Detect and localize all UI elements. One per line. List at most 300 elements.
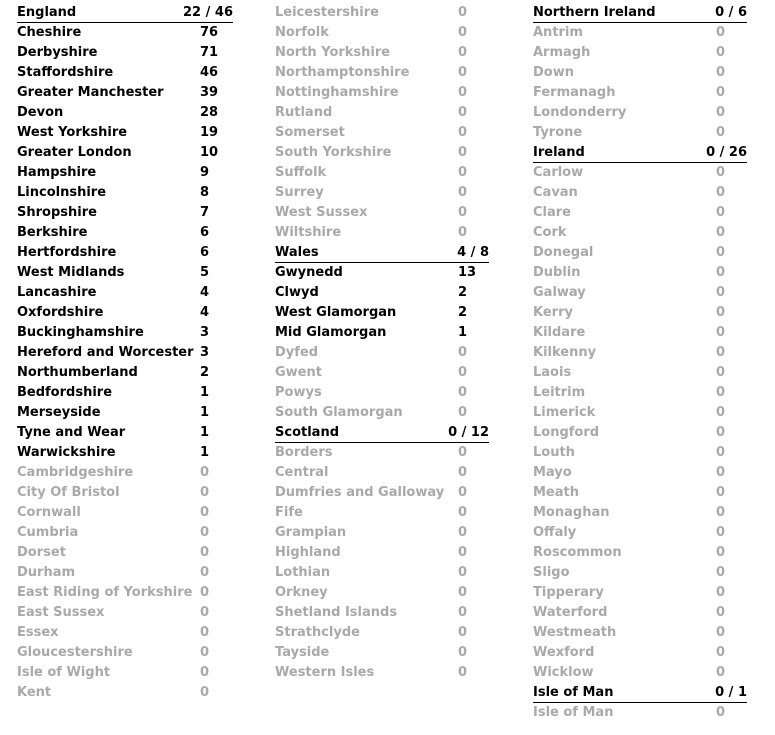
- region-name: Mid Glamorgan: [275, 325, 387, 340]
- region-row: [533, 703, 747, 723]
- region-row: [17, 583, 233, 603]
- region-count: 0: [458, 65, 468, 80]
- region-row: [17, 623, 233, 643]
- region-count: 0: [716, 85, 726, 100]
- region-count: 0: [200, 605, 210, 620]
- region-row: [533, 243, 747, 263]
- region-name: Louth: [533, 445, 575, 460]
- region-name: Wicklow: [533, 665, 594, 680]
- region-count: 0: [458, 85, 468, 100]
- section-header-scotland: [275, 423, 489, 443]
- region-row: [533, 203, 747, 223]
- region-count: 0: [458, 25, 468, 40]
- region-count: 19: [200, 125, 219, 140]
- region-count: 0: [716, 25, 726, 40]
- region-name: Derbyshire: [17, 45, 98, 60]
- region-count: 0: [458, 665, 468, 680]
- region-count: 0: [458, 625, 468, 640]
- region-name: Hampshire: [17, 165, 97, 180]
- region-name: Clwyd: [275, 285, 319, 300]
- region-row: [533, 103, 747, 123]
- region-row: [533, 43, 747, 63]
- region-name: Carlow: [533, 165, 584, 180]
- region-name: Limerick: [533, 405, 596, 420]
- region-row: [533, 63, 747, 83]
- section-title: England: [17, 5, 77, 20]
- region-count: 0: [716, 485, 726, 500]
- region-name: Offaly: [533, 525, 577, 540]
- region-row: [275, 83, 489, 103]
- region-count: 0: [716, 585, 726, 600]
- region-name: Waterford: [533, 605, 608, 620]
- section-header-england: [17, 3, 233, 23]
- region-count: 2: [458, 285, 468, 300]
- region-count: 0: [716, 325, 726, 340]
- region-count: 0: [458, 225, 468, 240]
- region-row: [17, 263, 233, 283]
- region-name: City Of Bristol: [17, 485, 120, 500]
- region-row: [17, 403, 233, 423]
- region-name: Fife: [275, 505, 303, 520]
- region-name: Lothian: [275, 565, 331, 580]
- region-count: 0: [200, 545, 210, 560]
- region-name: West Glamorgan: [275, 305, 397, 320]
- region-name: Isle of Wight: [17, 665, 111, 680]
- region-row: [275, 323, 489, 343]
- region-row: [275, 363, 489, 383]
- region-name: Mayo: [533, 465, 572, 480]
- region-row: [17, 103, 233, 123]
- region-name: Gloucestershire: [17, 645, 133, 660]
- region-row: [275, 583, 489, 603]
- region-count: 0: [458, 545, 468, 560]
- region-row: [533, 23, 747, 43]
- region-count: 0: [200, 465, 210, 480]
- region-row: [275, 263, 489, 283]
- region-row: [275, 223, 489, 243]
- region-name: West Sussex: [275, 205, 368, 220]
- section-title: Northern Ireland: [533, 5, 656, 20]
- region-row: [533, 183, 747, 203]
- region-name: Strathclyde: [275, 625, 360, 640]
- region-row: [275, 383, 489, 403]
- region-name: Greater London: [17, 145, 132, 160]
- region-count: 0: [716, 225, 726, 240]
- region-count: 3: [200, 345, 210, 360]
- region-count: 9: [200, 165, 210, 180]
- region-count: 6: [200, 245, 210, 260]
- region-name: Gwynedd: [275, 265, 343, 280]
- region-row: [17, 643, 233, 663]
- region-row: [533, 423, 747, 443]
- region-count: 0: [716, 605, 726, 620]
- region-row: [533, 223, 747, 243]
- region-row: [17, 43, 233, 63]
- section-total: 0 / 26: [706, 145, 747, 160]
- region-count: 0: [716, 385, 726, 400]
- region-row: [17, 463, 233, 483]
- region-row: [17, 303, 233, 323]
- region-row: [533, 443, 747, 463]
- region-row: [275, 283, 489, 303]
- region-name: Dyfed: [275, 345, 319, 360]
- region-row: [275, 643, 489, 663]
- region-row: [275, 463, 489, 483]
- region-row: [533, 663, 747, 683]
- region-name: Northumberland: [17, 365, 138, 380]
- region-row: [17, 143, 233, 163]
- region-row: [17, 23, 233, 43]
- region-name: West Midlands: [17, 265, 125, 280]
- region-name: Cork: [533, 225, 567, 240]
- region-count: 0: [200, 685, 210, 700]
- region-count: 0: [200, 485, 210, 500]
- region-name: Longford: [533, 425, 600, 440]
- section-title: Isle of Man: [533, 685, 614, 700]
- region-row: [533, 263, 747, 283]
- region-row: [533, 523, 747, 543]
- region-count: 0: [458, 485, 468, 500]
- region-name: Devon: [17, 105, 64, 120]
- region-row: [275, 183, 489, 203]
- region-name: Tyne and Wear: [17, 425, 126, 440]
- region-count: 0: [458, 565, 468, 580]
- region-count: 0: [716, 425, 726, 440]
- region-count: 0: [716, 565, 726, 580]
- region-name: Tayside: [275, 645, 330, 660]
- region-name: Powys: [275, 385, 322, 400]
- region-row: [533, 603, 747, 623]
- region-count: 0: [200, 665, 210, 680]
- region-name: Galway: [533, 285, 586, 300]
- region-row: [17, 163, 233, 183]
- region-count: 0: [458, 605, 468, 620]
- region-count: 1: [200, 425, 210, 440]
- region-name: Tipperary: [533, 585, 604, 600]
- region-row: [275, 603, 489, 623]
- region-name: Dublin: [533, 265, 581, 280]
- section-header-wales: [275, 243, 489, 263]
- region-row: [275, 123, 489, 143]
- region-name: Wexford: [533, 645, 595, 660]
- column-3: [533, 3, 747, 723]
- column-1: [17, 3, 233, 703]
- region-count: 0: [716, 205, 726, 220]
- region-name: Laois: [533, 365, 572, 380]
- region-count: 0: [458, 505, 468, 520]
- region-row: [275, 523, 489, 543]
- region-count: 0: [458, 645, 468, 660]
- region-row: [17, 123, 233, 143]
- region-name: Lincolnshire: [17, 185, 107, 200]
- region-count: 6: [200, 225, 210, 240]
- region-count: 0: [716, 165, 726, 180]
- region-name: Isle of Man: [533, 705, 614, 720]
- region-row: [275, 303, 489, 323]
- region-count: 0: [458, 145, 468, 160]
- region-count: 0: [200, 505, 210, 520]
- region-count: 1: [200, 405, 210, 420]
- region-name: Norfolk: [275, 25, 329, 40]
- region-name: Hertfordshire: [17, 245, 117, 260]
- region-row: [275, 63, 489, 83]
- region-count: 0: [716, 105, 726, 120]
- region-row: [275, 343, 489, 363]
- region-name: Shropshire: [17, 205, 97, 220]
- region-count: 0: [458, 405, 468, 420]
- region-name: Westmeath: [533, 625, 617, 640]
- region-row: [275, 143, 489, 163]
- region-name: Dumfries and Galloway: [275, 485, 445, 500]
- region-name: Suffolk: [275, 165, 327, 180]
- region-count: 3: [200, 325, 210, 340]
- region-row: [533, 623, 747, 643]
- region-row: [275, 23, 489, 43]
- region-count: 0: [458, 445, 468, 460]
- region-count: 46: [200, 65, 219, 80]
- region-count: 4: [200, 305, 210, 320]
- region-name: Orkney: [275, 585, 328, 600]
- region-name: Leitrim: [533, 385, 586, 400]
- region-row: [533, 303, 747, 323]
- region-count: 0: [458, 525, 468, 540]
- region-name: Wiltshire: [275, 225, 342, 240]
- region-count: 0: [716, 665, 726, 680]
- region-name: East Riding of Yorkshire: [17, 585, 193, 600]
- region-name: Rutland: [275, 105, 333, 120]
- region-row: [275, 3, 489, 23]
- region-row: [17, 603, 233, 623]
- section-header-ireland: [533, 143, 747, 163]
- region-count: 0: [458, 585, 468, 600]
- region-name: Roscommon: [533, 545, 622, 560]
- region-name: West Yorkshire: [17, 125, 128, 140]
- region-count: 28: [200, 105, 219, 120]
- region-count: 0: [716, 445, 726, 460]
- region-row: [17, 83, 233, 103]
- region-name: Leicestershire: [275, 5, 379, 20]
- region-count: 0: [716, 465, 726, 480]
- region-name: Cheshire: [17, 25, 82, 40]
- region-name: Oxfordshire: [17, 305, 104, 320]
- region-name: Western Isles: [275, 665, 375, 680]
- region-count: 0: [458, 45, 468, 60]
- region-name: Borders: [275, 445, 333, 460]
- region-name: Fermanagh: [533, 85, 616, 100]
- region-name: Donegal: [533, 245, 594, 260]
- region-row: [17, 443, 233, 463]
- region-count: 0: [716, 125, 726, 140]
- region-count: 0: [200, 645, 210, 660]
- region-name: Buckinghamshire: [17, 325, 144, 340]
- region-name: Staffordshire: [17, 65, 114, 80]
- region-row: [275, 483, 489, 503]
- region-count: 0: [716, 625, 726, 640]
- region-name: Clare: [533, 205, 571, 220]
- region-name: Kerry: [533, 305, 573, 320]
- region-name: East Sussex: [17, 605, 105, 620]
- region-count: 0: [716, 705, 726, 720]
- region-count: 0: [716, 645, 726, 660]
- region-name: Cornwall: [17, 505, 81, 520]
- region-row: [533, 163, 747, 183]
- region-count: 0: [716, 405, 726, 420]
- region-row: [533, 343, 747, 363]
- region-row: [533, 283, 747, 303]
- region-name: Lancashire: [17, 285, 97, 300]
- region-count: 0: [458, 125, 468, 140]
- region-row: [17, 523, 233, 543]
- section-header-isle-of-man: [533, 683, 747, 703]
- region-row: [533, 123, 747, 143]
- region-count: 0: [716, 245, 726, 260]
- region-name: Warwickshire: [17, 445, 116, 460]
- region-count: 1: [200, 385, 210, 400]
- region-count: 0: [716, 365, 726, 380]
- region-count: 7: [200, 205, 210, 220]
- region-row: [17, 483, 233, 503]
- region-row: [533, 503, 747, 523]
- region-row: [17, 343, 233, 363]
- region-row: [275, 663, 489, 683]
- region-row: [533, 583, 747, 603]
- section-total: 0 / 6: [715, 5, 747, 20]
- column-2: [275, 3, 489, 683]
- region-count: 0: [716, 285, 726, 300]
- region-name: Antrim: [533, 25, 583, 40]
- region-name: Tyrone: [533, 125, 583, 140]
- region-row: [17, 423, 233, 443]
- region-name: Surrey: [275, 185, 324, 200]
- region-row: [275, 563, 489, 583]
- region-row: [533, 483, 747, 503]
- region-count: 39: [200, 85, 219, 100]
- region-name: Essex: [17, 625, 59, 640]
- region-row: [17, 663, 233, 683]
- region-name: Down: [533, 65, 574, 80]
- region-name: Greater Manchester: [17, 85, 164, 100]
- region-name: Kildare: [533, 325, 586, 340]
- region-row: [533, 643, 747, 663]
- region-row: [17, 683, 233, 703]
- region-name: Cambridgeshire: [17, 465, 134, 480]
- region-row: [275, 403, 489, 423]
- section-title: Scotland: [275, 425, 340, 440]
- region-count: 0: [716, 65, 726, 80]
- region-row: [275, 503, 489, 523]
- region-row: [533, 363, 747, 383]
- region-row: [17, 503, 233, 523]
- region-row: [17, 203, 233, 223]
- section-total: 0 / 1: [715, 685, 747, 700]
- region-row: [17, 283, 233, 303]
- region-name: Cumbria: [17, 525, 79, 540]
- region-count: 4: [200, 285, 210, 300]
- region-row: [275, 543, 489, 563]
- region-count: 0: [716, 345, 726, 360]
- region-count: 0: [200, 525, 210, 540]
- region-row: [533, 383, 747, 403]
- region-name: North Yorkshire: [275, 45, 391, 60]
- region-name: Somerset: [275, 125, 345, 140]
- region-name: Sligo: [533, 565, 570, 580]
- region-name: Central: [275, 465, 329, 480]
- region-name: Armagh: [533, 45, 591, 60]
- region-count: 13: [458, 265, 477, 280]
- region-row: [17, 183, 233, 203]
- section-title: Ireland: [533, 145, 585, 160]
- region-name: Meath: [533, 485, 579, 500]
- region-count: 0: [458, 5, 468, 20]
- region-row: [533, 323, 747, 343]
- region-name: Grampian: [275, 525, 347, 540]
- region-count: 0: [458, 465, 468, 480]
- region-count: 0: [716, 305, 726, 320]
- region-row: [533, 83, 747, 103]
- section-title: Wales: [275, 245, 319, 260]
- region-row: [533, 463, 747, 483]
- region-count: 2: [458, 305, 468, 320]
- region-count: 5: [200, 265, 210, 280]
- section-total: 22 / 46: [183, 5, 233, 20]
- region-row: [275, 163, 489, 183]
- region-row: [275, 623, 489, 643]
- region-row: [17, 383, 233, 403]
- region-name: Durham: [17, 565, 76, 580]
- region-count: 0: [716, 185, 726, 200]
- region-count: 0: [716, 545, 726, 560]
- region-count: 71: [200, 45, 219, 60]
- region-count: 0: [458, 345, 468, 360]
- region-row: [17, 563, 233, 583]
- region-row: [275, 443, 489, 463]
- region-name: Shetland Islands: [275, 605, 398, 620]
- region-row: [533, 543, 747, 563]
- region-count: 0: [716, 505, 726, 520]
- region-row: [17, 63, 233, 83]
- region-row: [533, 403, 747, 423]
- region-count: 76: [200, 25, 219, 40]
- region-row: [17, 323, 233, 343]
- region-row: [275, 203, 489, 223]
- region-count: 0: [716, 265, 726, 280]
- region-name: Northamptonshire: [275, 65, 410, 80]
- region-count: 0: [716, 45, 726, 60]
- region-row: [275, 103, 489, 123]
- region-row: [17, 223, 233, 243]
- region-row: [275, 43, 489, 63]
- region-count: 0: [200, 585, 210, 600]
- region-count: 0: [716, 525, 726, 540]
- region-name: Merseyside: [17, 405, 101, 420]
- region-name: Gwent: [275, 365, 322, 380]
- region-count: 1: [200, 445, 210, 460]
- region-row: [17, 543, 233, 563]
- region-name: Nottinghamshire: [275, 85, 399, 100]
- section-total: 0 / 12: [448, 425, 489, 440]
- region-name: Cavan: [533, 185, 578, 200]
- region-count: 1: [458, 325, 468, 340]
- region-row: [533, 563, 747, 583]
- region-name: Bedfordshire: [17, 385, 113, 400]
- region-count: 10: [200, 145, 219, 160]
- section-total: 4 / 8: [457, 245, 489, 260]
- region-row: [17, 243, 233, 263]
- region-name: Londonderry: [533, 105, 627, 120]
- region-count: 8: [200, 185, 210, 200]
- region-name: Monaghan: [533, 505, 610, 520]
- region-name: Highland: [275, 545, 341, 560]
